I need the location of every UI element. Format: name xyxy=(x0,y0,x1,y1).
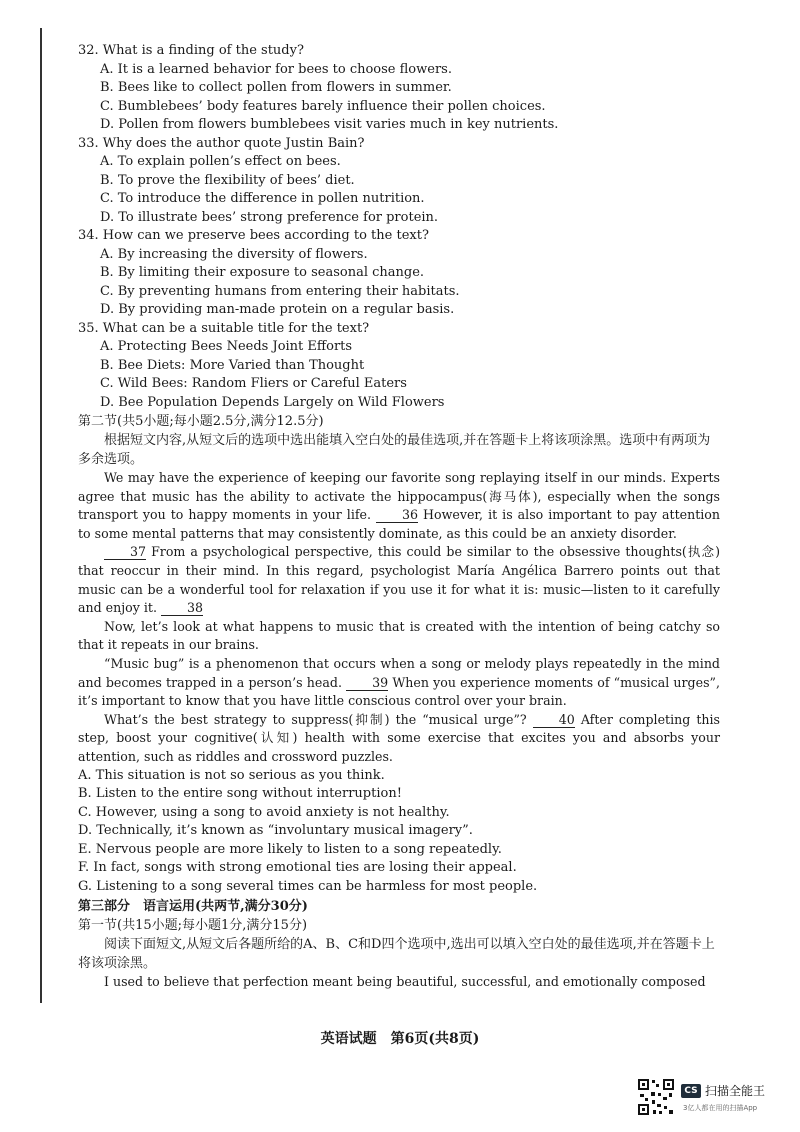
section-2-heading: 第二节(共5小题;每小题2.5分,满分12.5分) xyxy=(78,414,324,429)
option-a: A. Protecting Bees Needs Joint Efforts xyxy=(100,339,353,354)
option-b: B. Listen to the entire song without interruption! xyxy=(78,786,402,802)
option-g: G. Listening to a song several times can be harmless for most people. xyxy=(78,879,538,895)
question-stem: 33. Why does the author quote Justin Bain? xyxy=(78,135,365,151)
page-margin-rule xyxy=(40,28,42,1003)
option-a: A. It is a learned behavior for bees to choose flowers. xyxy=(100,61,452,77)
paragraph-text: After completing this step, boost your cognitive(认知) health with some exercise that excites you and absorbs your attention, such as riddles and crossword puzzles. xyxy=(78,711,720,764)
option-c: C. However, using a song to avoid anxiety is not healthy. xyxy=(78,804,450,820)
scanner-watermark xyxy=(637,1078,787,1120)
section-2-instruction: 根据短文内容,从短文后的选项中选出能填入空白处的最佳选项,并在答题卡上将该项涂黑。选项中有两项为多余选项。 xyxy=(78,433,711,467)
option-d: D. Technically, it’s known as “involuntary musical imagery”. xyxy=(78,823,473,839)
option-a: A. This situation is not so serious as you think. xyxy=(78,767,385,783)
blank-40: 40 xyxy=(533,713,575,728)
option-b: B. Bees like to collect pollen from flowers in summer. xyxy=(100,80,452,95)
paragraph-text: However, it is also important to pay attention to some mental patterns that may consistently dominate, as this could be an anxiety disorder. xyxy=(78,507,720,541)
option-c: C. By preventing humans from entering their habitats. xyxy=(100,283,460,299)
seven-choose-five-options xyxy=(78,767,720,897)
option-b: B. To prove the flexibility of bees’ diet. xyxy=(100,172,355,188)
option-d: D. By providing man-made protein on a regular basis. xyxy=(100,302,455,317)
part-3-heading: 第三部分 语言运用(共两节,满分30分) xyxy=(78,898,308,914)
qr-code-icon xyxy=(637,1078,675,1116)
blank-38: 38 xyxy=(161,601,203,616)
option-b: B. By limiting their exposure to seasonal change. xyxy=(100,265,425,280)
question-32 xyxy=(78,42,720,135)
paragraph-text: We may have the experience of keeping our favorite song replaying itself in our minds. Experts agree that music has the ability to activate the hippocampus(海马体), especially when the songs transport you to happy moments in your life. xyxy=(78,470,720,523)
cloze-first-line: I used to believe that perfection meant being beautiful, successful, and emotionally composed xyxy=(104,973,706,989)
option-d: D. Bee Population Depends Largely on Wild Flowers xyxy=(100,394,445,410)
scanner-app-tagline: 3亿人都在用的扫描App xyxy=(683,1104,758,1112)
option-d: D. To illustrate bees’ strong preference for protein. xyxy=(100,209,439,225)
blank-36: 36 xyxy=(376,508,418,523)
option-e: E. Nervous people are more likely to listen to a song repeatedly. xyxy=(78,841,502,857)
passage-paragraph-2 xyxy=(78,543,720,617)
option-a: A. To explain pollen’s effect on bees. xyxy=(100,154,341,169)
option-b: B. Bee Diets: More Varied than Thought xyxy=(100,357,365,373)
question-stem: 35. What can be a suitable title for the text? xyxy=(78,320,370,336)
exam-page xyxy=(78,42,720,991)
blank-37: 37 xyxy=(104,545,146,560)
option-f: F. In fact, songs with strong emotional ties are losing their appeal. xyxy=(78,860,517,876)
option-d: D. Pollen from flowers bumblebees visit varies much in key nutrients. xyxy=(100,117,559,132)
option-c: C. Bumblebees’ body features barely influence their pollen choices. xyxy=(100,98,546,114)
passage-paragraph-1 xyxy=(78,469,720,543)
blank-39: 39 xyxy=(346,676,388,691)
camscanner-logo-icon: CS xyxy=(681,1084,701,1098)
option-c: C. Wild Bees: Random Fliers or Careful Eaters xyxy=(100,376,407,391)
option-c: C. To introduce the difference in pollen nutrition. xyxy=(100,191,425,206)
passage-paragraph-3: Now, let’s look at what happens to music that is created with the intention of being catchy so that it repeats in our brains. xyxy=(78,618,720,653)
passage-paragraph-4 xyxy=(78,655,720,711)
part-3-instruction: 阅读下面短文,从短文后各题所给的A、B、C和D四个选项中,选出可以填入空白处的最佳选项,并在答题卡上将该项涂黑。 xyxy=(78,936,715,971)
page-footer: 英语试题 第6页(共8页) xyxy=(320,1031,480,1047)
question-35 xyxy=(78,320,720,413)
scanner-app-name: 扫描全能王 xyxy=(705,1084,766,1098)
paragraph-text: “Music bug” is a phenomenon that occurs when a song or melody plays repeatedly in the mind and becomes trapped in a person’s head. xyxy=(78,655,720,690)
part-3-section-1-heading: 第一节(共15小题;每小题1分,满分15分) xyxy=(78,917,308,933)
question-stem: 32. What is a finding of the study? xyxy=(78,43,304,58)
paragraph-text: From a psychological perspective, this could be similar to the obsessive thoughts(执念) that reoccur in their mind. In this regard, psychologist María Angélica Barrero points out that music can be a wonderful tool for relaxation if you use it for what it is: music—listen to it carefully and enjoy it. xyxy=(78,544,720,616)
paragraph-text: What’s the best strategy to suppress(抑制) the “musical urge”? xyxy=(104,711,527,727)
option-a: A. By increasing the diversity of flowers. xyxy=(100,246,368,262)
paragraph-text: When you experience moments of “musical urges”, it’s important to know that you have little conscious control over your brain. xyxy=(78,674,720,709)
question-34 xyxy=(78,227,720,320)
passage-paragraph-5 xyxy=(78,711,720,767)
question-stem: 34. How can we preserve bees according to the text? xyxy=(78,228,429,243)
question-33 xyxy=(78,135,720,228)
